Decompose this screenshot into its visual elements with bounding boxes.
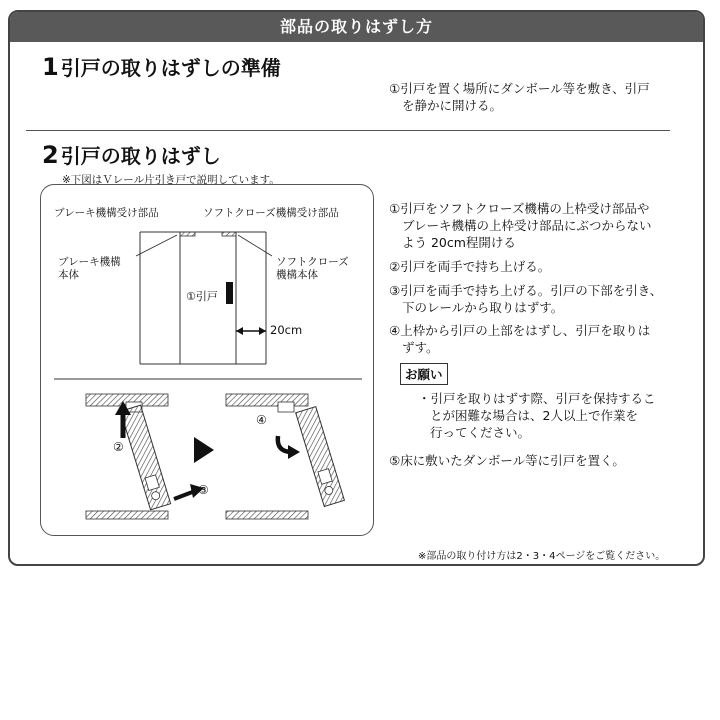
section2-title-text: 引戸の取りはずし bbox=[60, 144, 221, 168]
section2-title bbox=[42, 140, 221, 169]
caution-label: お願い bbox=[400, 363, 448, 385]
step-1-line2: ブレーキ機構の上枠受け部品にぶつからない bbox=[402, 218, 652, 233]
diagram-note: ※下図はＶレール片引き戸で説明しています。 bbox=[62, 174, 280, 186]
section1-step1-line2: を静かに開ける。 bbox=[402, 98, 503, 113]
removal-step-right-illustration bbox=[226, 394, 344, 519]
step-5: ⑤床に敷いたダンボール等に引戸を置く。 bbox=[389, 453, 625, 468]
page-header: 部品の取りはずし方 bbox=[10, 12, 703, 42]
mark-step-3: ③ bbox=[198, 483, 209, 497]
step-3-line2: 下のレールから取りはずす。 bbox=[402, 300, 564, 315]
step-4 bbox=[389, 322, 650, 356]
door-label: ①引戸 bbox=[186, 290, 218, 303]
step-2 bbox=[389, 258, 550, 275]
brake-body-label bbox=[58, 256, 121, 282]
caution-line1: ・引戸を取りはずす際、引戸を保持するこ bbox=[418, 391, 656, 406]
step-4-line1: ④上枠から引戸の上部をはずし、引戸を取りは bbox=[389, 323, 651, 338]
brake-body-line1: ブレーキ機構 bbox=[58, 256, 121, 268]
section2-number: 2 bbox=[42, 141, 59, 169]
soft-body-line2: 機構本体 bbox=[276, 269, 318, 281]
step-4-line2: ずす。 bbox=[402, 340, 439, 355]
footer-note: ※部品の取り付け方は2・3・4ページをご覧ください。 bbox=[418, 551, 666, 562]
caution-line2: とが困難な場合は、2人以上で作業を bbox=[430, 408, 638, 423]
step-1 bbox=[389, 200, 652, 251]
brake-body-line2: 本体 bbox=[58, 269, 79, 281]
step-3 bbox=[389, 282, 662, 316]
section1-number: 1 bbox=[42, 53, 59, 81]
step-1-line1: ①引戸をソフトクローズ機構の上枠受け部品や bbox=[389, 201, 650, 216]
step-2-line1: ②引戸を両手で持ち上げる。 bbox=[389, 259, 551, 274]
distance-label: 20cm bbox=[270, 323, 303, 337]
section1-title-text: 引戸の取りはずしの準備 bbox=[60, 56, 281, 80]
brake-receiver-label: ブレーキ機構受け部品 bbox=[54, 207, 159, 219]
soft-body-label bbox=[276, 256, 349, 282]
step-3-line1: ③引戸を両手で持ち上げる。引戸の下部を引き、 bbox=[389, 283, 663, 298]
section1-title bbox=[42, 52, 281, 81]
soft-receiver-label: ソフトクローズ機構受け部品 bbox=[203, 207, 339, 219]
section1-step1-line1: ①引戸を置く場所にダンボール等を敷き、引戸 bbox=[389, 81, 650, 96]
caution-line3: 行ってください。 bbox=[430, 425, 531, 440]
section-divider bbox=[26, 130, 670, 131]
step-1-line3: よう 20cm程開ける bbox=[402, 235, 516, 250]
caution-text bbox=[418, 390, 656, 441]
section1-step1 bbox=[389, 80, 650, 114]
mark-step-2: ② bbox=[113, 440, 124, 454]
soft-body-line1: ソフトクローズ bbox=[276, 256, 349, 268]
removal-step-left-illustration bbox=[86, 394, 204, 519]
next-step-arrow-icon bbox=[194, 437, 214, 463]
mark-step-4: ④ bbox=[256, 413, 267, 427]
